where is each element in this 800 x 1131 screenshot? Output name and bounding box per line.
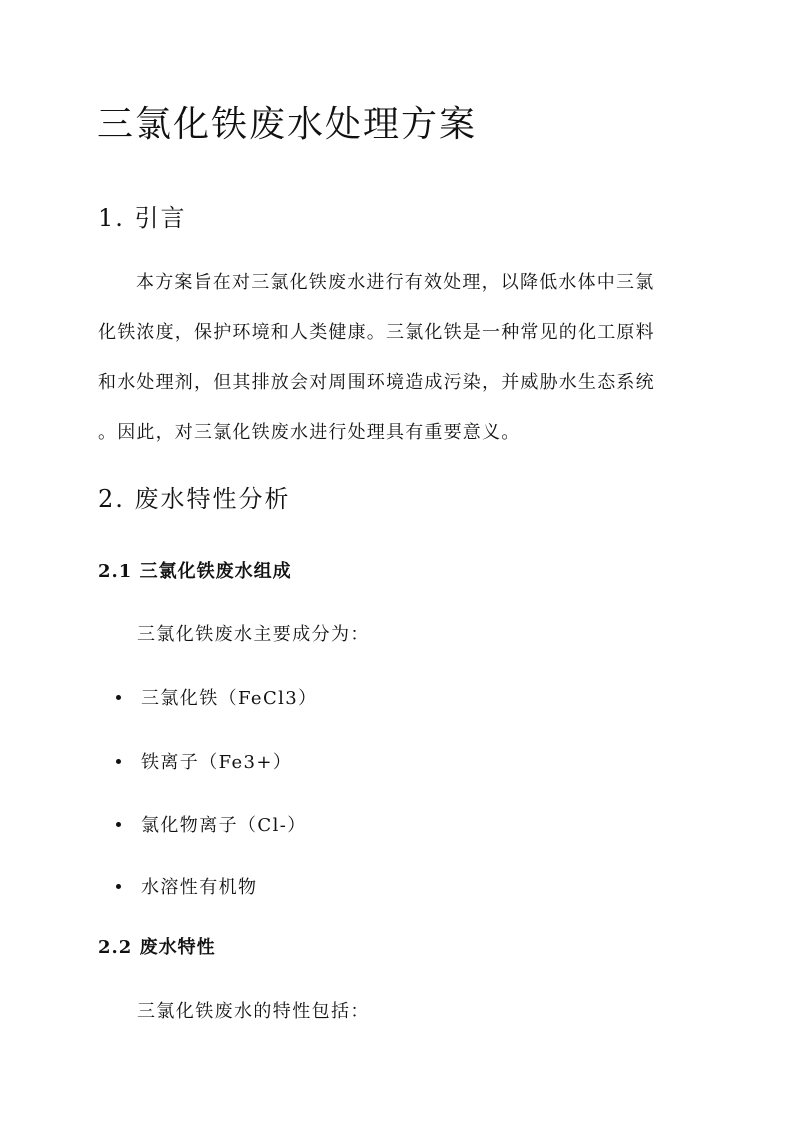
list-item-text: 三氯化铁（FeCl3）: [141, 688, 318, 709]
list-item-text: 水溶性有机物: [141, 877, 258, 898]
list-item: [116, 873, 257, 899]
list-item-text: 铁离子（Fe3+）: [141, 752, 293, 773]
subsection-heading-composition: 2.1 三氯化铁废水组成: [98, 561, 292, 582]
composition-intro: 三氯化铁废水主要成分为：: [137, 624, 370, 645]
list-item: [116, 684, 318, 710]
list-item: [116, 811, 307, 837]
paragraph-line: 和水处理剂，但其排放会对周围环境造成污染，并威胁水生态系统: [98, 372, 655, 393]
document-title: 三氯化铁废水处理方案: [97, 104, 478, 145]
list-item: [116, 748, 292, 774]
section-heading-wastewater-analysis: 2. 废水特性分析: [98, 485, 291, 513]
bullet-icon: [116, 822, 121, 827]
list-item-text: 氯化物离子（Cl-）: [141, 815, 307, 836]
paragraph-line: 化铁浓度，保护环境和人类健康。三氯化铁是一种常见的化工原料: [98, 322, 655, 343]
paragraph-line: 。因此，对三氯化铁废水进行处理具有重要意义。: [98, 422, 521, 443]
section-heading-introduction: 1. 引言: [98, 204, 187, 232]
subsection-heading-characteristics: 2.2 废水特性: [98, 937, 216, 958]
bullet-icon: [116, 884, 121, 889]
characteristics-intro: 三氯化铁废水的特性包括：: [137, 1001, 370, 1022]
introduction-paragraph: [98, 258, 704, 458]
bullet-icon: [116, 695, 121, 700]
paragraph-line: 本方案旨在对三氯化铁废水进行有效处理，以降低水体中三氯: [136, 272, 655, 293]
bullet-icon: [116, 759, 121, 764]
